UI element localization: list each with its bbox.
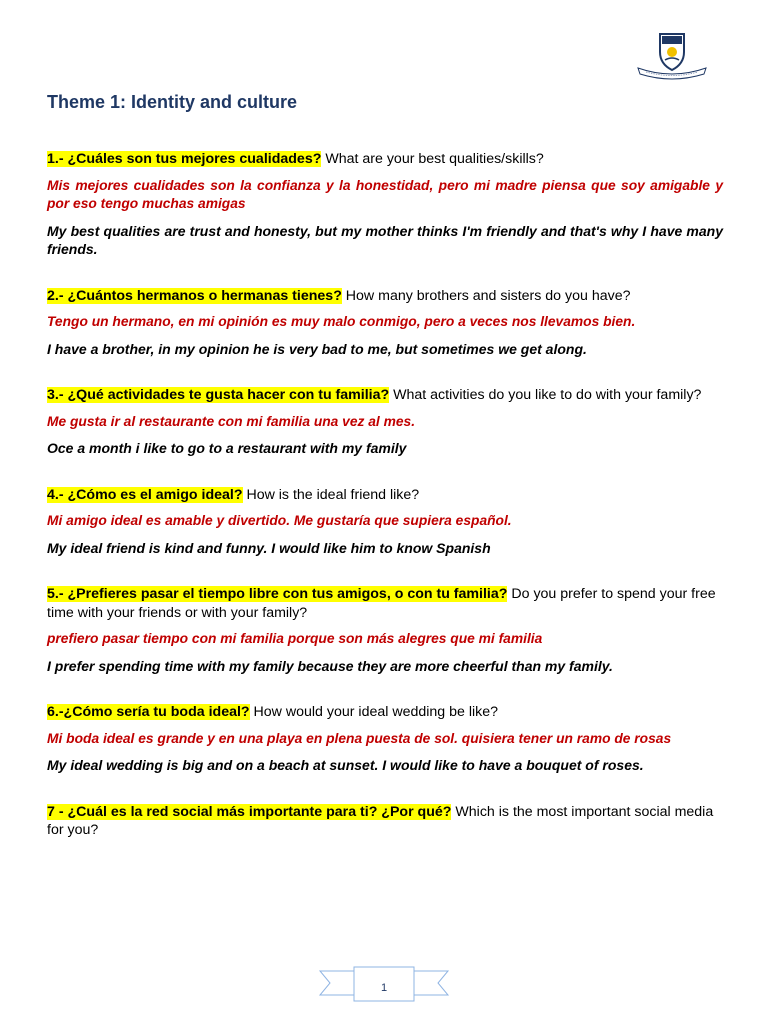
question-spanish: 1.- ¿Cuáles son tus mejores cualidades? [47, 151, 322, 167]
qa-item [47, 585, 723, 675]
answer-english: I prefer spending time with my family because they are more cheerful than my family. [47, 657, 613, 674]
question-spanish: 3.- ¿Qué actividades te gusta hacer con tu familia? [47, 387, 390, 403]
question-english: How many brothers and sisters do you have? [341, 287, 631, 304]
question-english: How is the ideal friend like? [242, 486, 420, 503]
qa-item [47, 803, 723, 840]
page-title: Theme 1: Identity and culture [47, 92, 298, 112]
question [47, 287, 723, 306]
question [47, 386, 723, 405]
question-english: What are your best qualities/skills? [321, 151, 544, 167]
answer-english: I have a brother, in my opinion he is very bad to me, but sometimes we get along. [47, 340, 587, 357]
answer-english: My ideal wedding is big and on a beach at sunset. I would like to have a bouquet of roses. [47, 757, 644, 773]
question-spanish: 6.-¿Cómo sería tu boda ideal? [47, 704, 250, 720]
question-spanish: 2.- ¿Cuántos hermanos o hermanas tienes? [47, 287, 342, 304]
answer-spanish: Mis mejores cualidades son la confianza y la honestidad, pero mi madre piensa que soy amigable y por eso tengo muchas amigas [47, 177, 723, 211]
answer-english: Oce a month i like to go to a restaurant with my family [47, 440, 407, 456]
qa-item [47, 150, 723, 259]
qa-item [47, 703, 723, 775]
qa-item [47, 486, 723, 558]
answer-spanish: Mi amigo ideal es amable y divertido. Me gustaría que supiera español. [47, 513, 512, 528]
qa-item [47, 386, 723, 458]
school-crest-icon [636, 30, 708, 82]
question [47, 803, 723, 840]
answer-spanish: prefiero pasar tiempo con mi familia porque son más alegres que mi familia [47, 631, 543, 646]
answer-english: My best qualities are trust and honesty, but my mother thinks I'm friendly and that's why I have many friends. [47, 222, 723, 257]
answer-english: My ideal friend is kind and funny. I would like him to know Spanish [47, 539, 491, 556]
question-spanish: 5.- ¿Prefieres pasar el tiempo libre con tus amigos, o con tu familia? [47, 586, 508, 602]
qa-list [47, 150, 723, 868]
question [47, 150, 723, 169]
question-spanish: 7 - ¿Cuál es la red social más importante para ti? ¿Por qué? [47, 803, 452, 820]
question-english: How would your ideal wedding be like? [249, 704, 499, 720]
question-english: Do you prefer to spend your free time with your friends or with your family? [47, 586, 716, 621]
question [47, 585, 723, 622]
qa-item [47, 287, 723, 359]
answer-spanish: Mi boda ideal es grande y en una playa en plena puesta de sol. quisiera tener un ramo de rosas [47, 730, 672, 746]
question-spanish: 4.- ¿Cómo es el amigo ideal? [47, 486, 243, 503]
answer-spanish: Tengo un hermano, en mi opinión es muy malo conmigo, pero a veces nos llevamos bien. [47, 314, 636, 329]
question [47, 486, 723, 505]
page-number: 1 [380, 982, 388, 994]
question-english: What activities do you like to do with your family? [389, 387, 702, 403]
question [47, 703, 723, 722]
question-english: Which is the most important social media for you? [47, 803, 714, 838]
answer-spanish: Me gusta ir al restaurante con mi familia una vez al mes. [47, 413, 416, 429]
